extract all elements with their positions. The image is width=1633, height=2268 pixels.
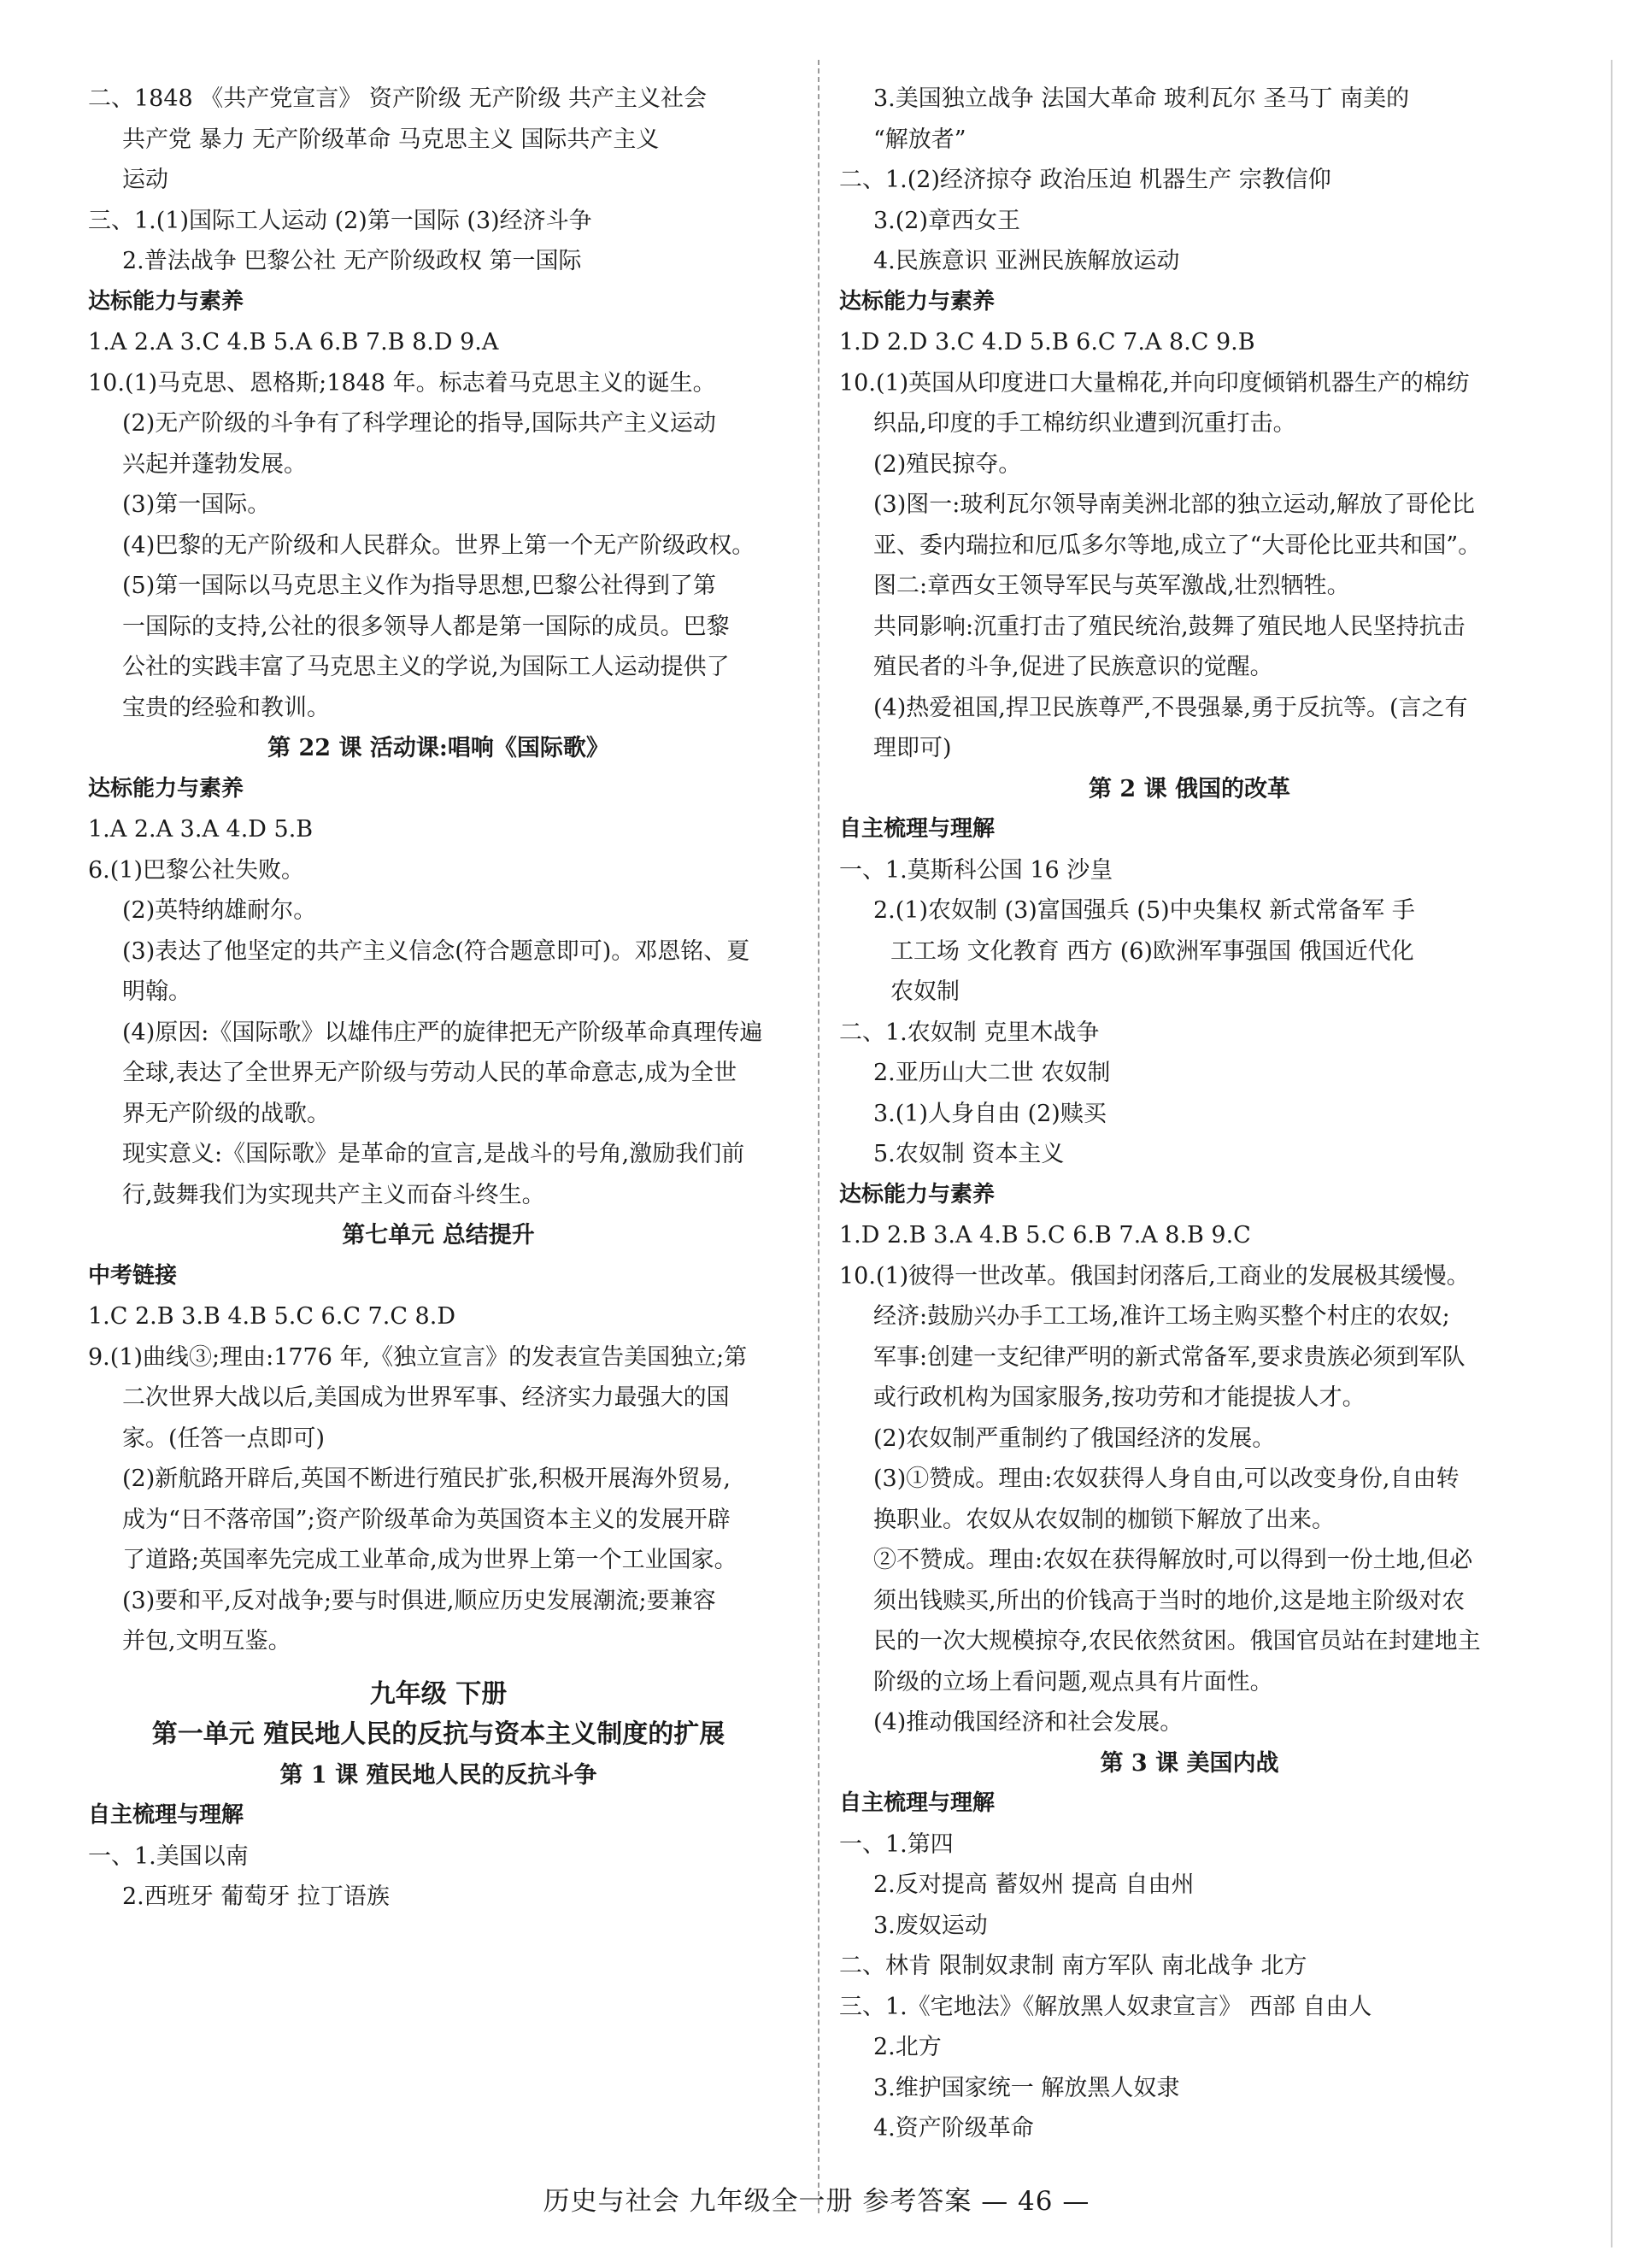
left-line: (3)表达了他坚定的共产主义信念(符合题意即可)。邓恩铭、夏 — [122, 937, 750, 965]
left-line: 成为“日不落帝国”;资产阶级革命为英国资本主义的发展开辟 — [122, 1506, 731, 1533]
left-line: 2.西班牙 葡萄牙 拉丁语族 — [122, 1883, 390, 1910]
page-footer: 历史与社会 九年级全一册 参考答案 — 46 — — [543, 2186, 1090, 2217]
right-line: (3)①赞成。理由:农奴获得人身自由,可以改变身份,自由转 — [873, 1466, 1460, 1492]
right-line: 1.D 2.D 3.C 4.D 5.B 6.C 7.A 8.C 9.B — [839, 329, 1255, 355]
right-line: 须出钱赎买,所出的价钱高于当时的地价,这是地主阶级对农 — [873, 1587, 1466, 1614]
left-line: 并包,文明互鉴。 — [122, 1628, 291, 1654]
right-line: 4.资产阶级革命 — [873, 2115, 1034, 2142]
right-line: 达标能力与素养 — [839, 288, 996, 314]
right-line: 一、1.第四 — [839, 1830, 954, 1858]
right-line: ②不赞成。理由:农奴在获得解放时,可以得到一份土地,但必 — [873, 1547, 1473, 1573]
left-line: (2)无产阶级的斗争有了科学理论的指导,国际共产主义运动 — [122, 410, 716, 437]
right-line: 10.(1)英国从印度进口大量棉花,并向印度倾销机器生产的棉纺 — [839, 369, 1470, 397]
right-line: 3.美国独立战争 法国大革命 玻利瓦尔 圣马丁 南美的 — [873, 85, 1410, 112]
left-line: 公社的实践丰富了马克思主义的学说,为国际工人运动提供了 — [122, 654, 730, 680]
left-line: 达标能力与素养 — [88, 775, 244, 802]
column-divider — [818, 60, 819, 2213]
left-line: 达标能力与素养 — [88, 288, 244, 314]
right-line: 4.民族意识 亚洲民族解放运动 — [873, 248, 1180, 274]
right-line: 二、1.(2)经济掠夺 政治压迫 机器生产 宗教信仰 — [839, 167, 1331, 193]
right-line: (4)推动俄国经济和社会发展。 — [873, 1709, 1184, 1736]
left-line: (3)第一国际。 — [122, 491, 271, 518]
left-line: 九年级 下册 — [369, 1678, 508, 1709]
right-line: 3.维护国家统一 解放黑人奴隶 — [873, 2074, 1180, 2101]
left-line: (4)原因:《国际歌》以雄伟庄严的旋律把无产阶级革命真理传遍 — [122, 1019, 763, 1046]
right-line: 2.(1)农奴制 (3)富国强兵 (5)中央集权 新式常备军 手 — [873, 897, 1415, 924]
left-line: 1.A 2.A 3.A 4.D 5.B — [88, 816, 314, 843]
left-line: 三、1.(1)国际工人运动 (2)第一国际 (3)经济斗争 — [88, 207, 592, 234]
right-line: 3.废奴运动 — [873, 1912, 988, 1939]
right-line: 2.北方 — [873, 2034, 942, 2060]
left-line: 共产党 暴力 无产阶级革命 马克思主义 国际共产主义 — [122, 126, 660, 153]
left-line: 6.(1)巴黎公社失败。 — [88, 856, 305, 884]
right-line: 经济:鼓励兴办手工工场,准许工场主购买整个村庄的农奴; — [873, 1303, 1450, 1330]
right-line: 自主梳理与理解 — [839, 816, 996, 842]
left-line: 现实意义:《国际歌》是革命的宣言,是战斗的号角,激励我们前 — [122, 1141, 745, 1167]
right-line: 共同影响:沉重打击了殖民统治,鼓舞了殖民地人民坚持抗击 — [873, 613, 1466, 640]
right-line: (4)热爱祖国,捍卫民族尊严,不畏强暴,勇于反抗等。(言之有 — [873, 694, 1468, 721]
right-line: 第 2 课 俄国的改革 — [1089, 775, 1290, 802]
left-column — [88, 79, 789, 1918]
right-line: (2)农奴制严重制约了俄国经济的发展。 — [873, 1425, 1276, 1452]
left-line: 第 22 课 活动课:唱响《国际歌》 — [267, 735, 609, 761]
left-line: 一、1.美国以南 — [88, 1842, 249, 1870]
left-line: 明翰。 — [122, 978, 191, 1005]
page-edge-line — [1611, 60, 1612, 2247]
left-line: 宝贵的经验和教训。 — [122, 694, 330, 721]
left-line: 第 1 课 殖民地人民的反抗斗争 — [279, 1761, 597, 1789]
left-line: 界无产阶级的战歌。 — [122, 1100, 330, 1127]
right-line: 达标能力与素养 — [839, 1181, 996, 1207]
left-line: 一国际的支持,公社的很多领导人都是第一国际的成员。巴黎 — [122, 613, 730, 640]
right-line: 第 3 课 美国内战 — [1100, 1749, 1279, 1777]
right-line: 三、1.《宅地法》《解放黑人奴隶宣言》 西部 自由人 — [839, 1993, 1372, 2020]
left-line: 二、1848 《共产党宣言》 资产阶级 无产阶级 共产主义社会 — [88, 85, 708, 112]
left-line: (4)巴黎的无产阶级和人民群众。世界上第一个无产阶级政权。 — [122, 532, 755, 559]
right-line: 农奴制 — [890, 978, 960, 1005]
right-line: 图二:章西女王领导军民与英军激战,壮烈牺牲。 — [873, 573, 1350, 599]
left-line: 10.(1)马克思、恩格斯;1848 年。标志着马克思主义的诞生。 — [88, 369, 716, 397]
right-line: 5.农奴制 资本主义 — [873, 1141, 1065, 1167]
right-line: 亚、委内瑞拉和厄瓜多尔等地,成立了“大哥伦比亚共和国”。 — [873, 532, 1482, 559]
right-line: 自主梳理与理解 — [839, 1790, 996, 1816]
right-line: (3)图一:玻利瓦尔领导南美洲北部的独立运动,解放了哥伦比 — [873, 491, 1475, 518]
right-line: 换职业。农奴从农奴制的枷锁下解放了出来。 — [873, 1506, 1335, 1533]
right-line: (2)殖民掠夺。 — [873, 450, 1022, 478]
right-line: 织品,印度的手工棉纺织业遭到沉重打击。 — [873, 410, 1296, 437]
right-line: 工工场 文化教育 西方 (6)欧洲军事强国 俄国近代化 — [890, 937, 1414, 965]
right-line: 2.反对提高 蓄奴州 提高 自由州 — [873, 1871, 1195, 1898]
left-line: 兴起并蓬勃发展。 — [122, 450, 307, 478]
left-line: 1.C 2.B 3.B 4.B 5.C 6.C 7.C 8.D — [88, 1303, 455, 1330]
left-line: 第七单元 总结提升 — [342, 1222, 535, 1249]
right-line: 2.亚历山大二世 农奴制 — [873, 1060, 1111, 1086]
right-line: 或行政机构为国家服务,按功劳和才能提拔人才。 — [873, 1384, 1366, 1411]
right-line: 军事:创建一支纪律严明的新式常备军,要求贵族必须到军队 — [873, 1343, 1466, 1371]
left-line: 了道路;英国率先完成工业革命,成为世界上第一个工业国家。 — [122, 1547, 737, 1573]
left-line: 9.(1)曲线③;理由:1776 年,《独立宣言》的发表宣告美国独立;第 — [88, 1343, 748, 1371]
left-line: 第一单元 殖民地人民的反抗与资本主义制度的扩展 — [151, 1719, 725, 1749]
left-line: 全球,表达了全世界无产阶级与劳动人民的革命意志,成为全世 — [122, 1060, 737, 1086]
right-line: 10.(1)彼得一世改革。俄国封闭落后,工商业的发展极其缓慢。 — [839, 1262, 1470, 1290]
right-line: 殖民者的斗争,促进了民族意识的觉醒。 — [873, 654, 1273, 680]
left-line: 中考链接 — [88, 1262, 178, 1289]
right-line: 阶级的立场上看问题,观点具有片面性。 — [873, 1668, 1273, 1695]
left-line: (2)新航路开辟后,英国不断进行殖民扩张,积极开展海外贸易, — [122, 1466, 731, 1492]
right-line: 3.(2)章西女王 — [873, 207, 1021, 234]
right-line: 1.D 2.B 3.A 4.B 5.C 6.B 7.A 8.B 9.C — [839, 1222, 1251, 1249]
right-line: 二、林肯 限制奴隶制 南方军队 南北战争 北方 — [839, 1953, 1307, 1979]
right-line: 一、1.莫斯科公国 16 沙皇 — [839, 856, 1113, 884]
right-line: 3.(1)人身自由 (2)赎买 — [873, 1100, 1107, 1127]
left-line: (2)英特纳雄耐尔。 — [122, 897, 317, 924]
left-line: 运动 — [122, 167, 168, 193]
right-line: 理即可) — [873, 735, 952, 761]
left-line: 家。(任答一点即可) — [122, 1425, 326, 1452]
right-line: “解放者” — [873, 126, 966, 153]
left-line: 1.A 2.A 3.C 4.B 5.A 6.B 7.B 8.D 9.A — [88, 329, 499, 355]
left-line: 2.普法战争 巴黎公社 无产阶级政权 第一国际 — [122, 248, 582, 274]
left-line: 行,鼓舞我们为实现共产主义而奋斗终生。 — [122, 1181, 545, 1208]
left-line: 自主梳理与理解 — [88, 1802, 244, 1828]
left-line: (5)第一国际以马克思主义作为指导思想,巴黎公社得到了第 — [122, 573, 716, 599]
right-line: 民的一次大规模掠夺,农民依然贫困。俄国官员站在封建地主 — [873, 1628, 1481, 1654]
right-line: 二、1.农奴制 克里木战争 — [839, 1019, 1100, 1046]
left-line: 二次世界大战以后,美国成为世界军事、经济实力最强大的国 — [122, 1384, 730, 1411]
right-column — [839, 79, 1540, 2149]
left-line: (3)要和平,反对战争;要与时俱进,顺应历史发展潮流;要兼容 — [122, 1587, 716, 1614]
